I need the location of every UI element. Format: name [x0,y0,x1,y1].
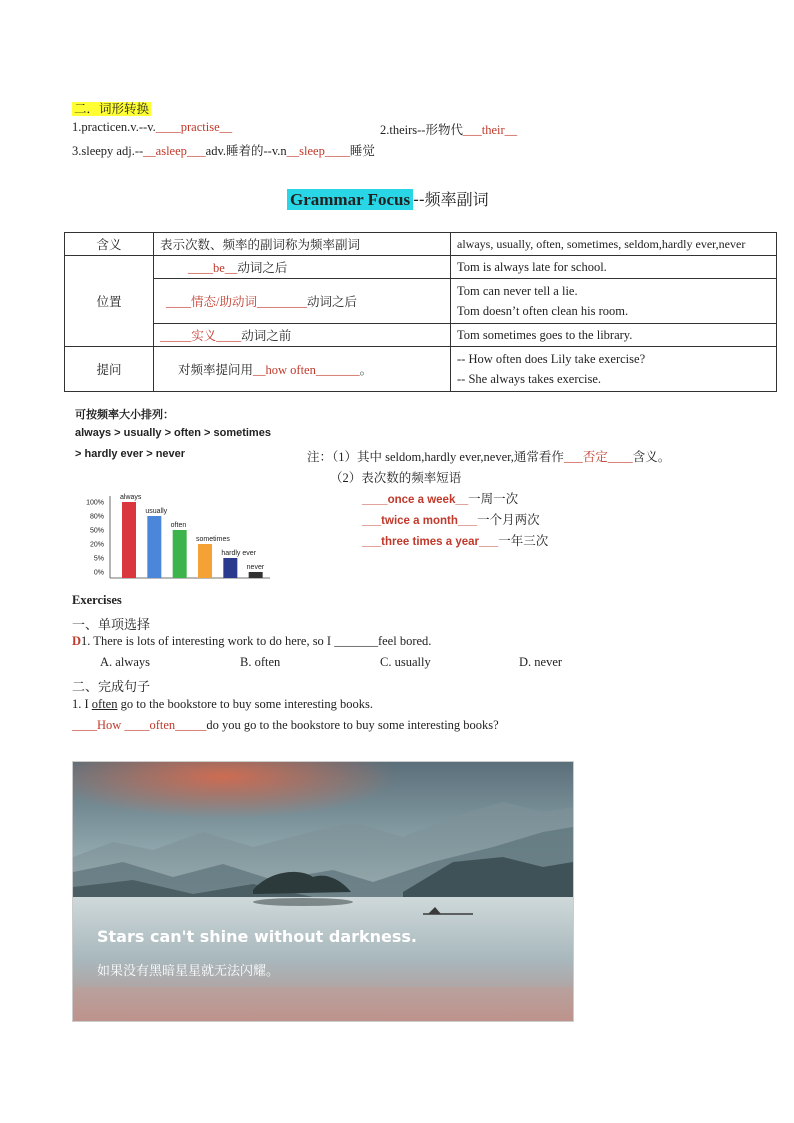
phrase-2-answer: ___twice a month___ [362,515,478,527]
y-tick-label: 80% [89,513,104,521]
exercises-title: Exercises [72,593,122,607]
transform-item-3 [72,141,375,159]
ranking-line-3: > hardly ever > never [75,448,186,460]
transform-item-1 [72,120,232,135]
position-2-answer: ____情态/助动词________ [166,295,307,309]
question-suffix: 。 [359,363,373,377]
question-example-2: -- She always takes exercise. [457,372,602,386]
ranking-line-1: 可按频率大小排列： [75,409,174,421]
phrase-3 [362,531,548,549]
exercise-part-2: 二、完成句子 [72,679,151,694]
table-row-position-3 [65,324,777,347]
item-3-text: 3.sleepy adj.-- [72,144,144,158]
transform-item-2 [380,120,517,138]
item-2-answer: ___their__ [462,123,518,137]
landscape-illustration [73,762,573,1021]
table-row-position-2 [65,279,777,324]
phrase-3-answer: ___three times a year___ [362,536,499,548]
bar-label: sometimes [196,536,230,543]
option-a: A. always [100,655,150,669]
position-3-text: 动词之前 [241,329,292,343]
option-b: B. often [240,655,281,669]
position-2-examples [451,279,777,324]
bar-sometimes [198,544,212,578]
bar-never [249,572,263,578]
position-1-example: Tom is always late for school. [451,256,777,279]
bar-usually [147,516,161,578]
sentence-1-post: go to the bookstore to buy some interesting books. [117,697,374,711]
item-3-suffix: 睡觉 [349,144,375,158]
item-1-text: 1.practicen.v.--v. [72,120,156,134]
y-tick-label: 5% [93,555,104,563]
question-cell [154,347,451,392]
position-3-example: Tom sometimes goes to the library. [451,324,777,347]
position-2-example-2: Tom doesn’t often clean his room. [457,304,629,318]
bar-always [122,502,136,578]
sentence-1-answer [72,718,499,733]
question-label: 提问 [65,347,154,392]
question-example-1: -- How often does Lily take exercise? [457,352,646,366]
sentence-1-answer-2: ____often_____ [124,718,207,732]
section-heading [72,99,151,117]
question-examples [451,347,777,392]
ranking-line-2: always > usually > often > sometimes [75,427,271,439]
y-tick-label: 50% [89,527,104,535]
section-heading-text: 二．词形转换 [74,102,150,116]
position-2-example-1: Tom can never tell a lie. [457,284,578,298]
q1-text: 1. There is lots of interesting work to do here, so I _______feel bored. [81,634,432,648]
bar-label: hardly ever [221,550,256,557]
sentence-1-pre: 1. I [72,697,92,711]
position-3-answer: _____实义____ [160,329,242,343]
note-line-2: （2）表次数的频率短语 [330,471,462,485]
option-d: D. never [519,655,563,669]
q1-answer: D [72,634,82,648]
exercise-q1 [72,634,431,649]
position-3-cell [154,324,451,347]
note-line-1 [307,447,670,465]
item-2-text: 2.theirs--形物代 [380,123,463,137]
note-1-text: 注：（1）其中 seldom,hardly ever,never,通常看作 [307,450,564,464]
bar-label: usually [145,508,168,515]
meaning-label: 含义 [65,233,154,256]
table-row-meaning [65,233,777,256]
bar-label: often [170,522,187,529]
quote-chinese: 如果没有黑暗星星就无法闪耀。 [97,964,280,979]
frequency-bar-chart [80,482,275,582]
exercise-part-1: 一、单项选择 [72,617,151,632]
phrase-1-text: 一周一次 [468,492,519,506]
option-c: C. usually [380,655,431,669]
item-1-answer: ____practise__ [155,120,233,134]
y-tick-label: 20% [89,541,104,549]
position-1-answer: ____be__ [188,261,238,275]
sentence-1 [72,697,373,712]
meaning-examples: always, usually, often, sometimes, seldom,hardly ever,never [451,233,777,256]
y-tick-label: 100% [86,499,104,507]
y-tick-label: 0% [93,569,104,577]
note-1-suffix: 含义。 [632,450,671,464]
meaning-desc: 表示次数、频率的副词称为频率副词 [154,233,451,256]
quote-english: Stars can't shine without darkness. [97,927,418,946]
grammar-focus-zh: --频率副词 [413,190,489,209]
position-1-text: 动词之后 [237,261,288,275]
sentence-1-answer-rest: do you go to the bookstore to buy some interesting books? [206,718,499,732]
sentence-1-underlined: often [91,697,118,711]
bar-often [173,530,187,578]
phrase-1-answer: ____once a week__ [362,494,469,506]
bar-label: always [120,494,142,501]
phrase-1 [362,489,518,507]
question-answer: __how often_______ [253,363,360,377]
item-3-answer-2: __sleep____ [286,144,350,158]
grammar-focus-title [287,187,489,210]
position-2-cell [154,279,451,324]
bar-hardly-ever [223,558,237,578]
table-row-question [65,347,777,392]
item-3-answer-1: __asleep___ [143,144,206,158]
phrase-2-text: 一个月两次 [477,513,540,527]
frequency-adverb-table [64,232,777,392]
position-label: 位置 [65,256,154,347]
phrase-3-text: 一年三次 [498,534,549,548]
item-3-mid-text: adv.睡着的--v.n [205,144,287,158]
position-2-text: 动词之后 [306,295,357,309]
phrase-2 [362,510,540,528]
position-1-cell [154,256,451,279]
question-prefix: 对频率提问用 [178,363,254,377]
grammar-focus-en: Grammar Focus [287,189,413,210]
table-row-position-1 [65,256,777,279]
sentence-1-answer-1: ____How [72,718,125,732]
bar-label: never [246,564,265,571]
note-1-answer: ___否定____ [563,450,633,464]
quote-landscape-image [72,761,574,1022]
